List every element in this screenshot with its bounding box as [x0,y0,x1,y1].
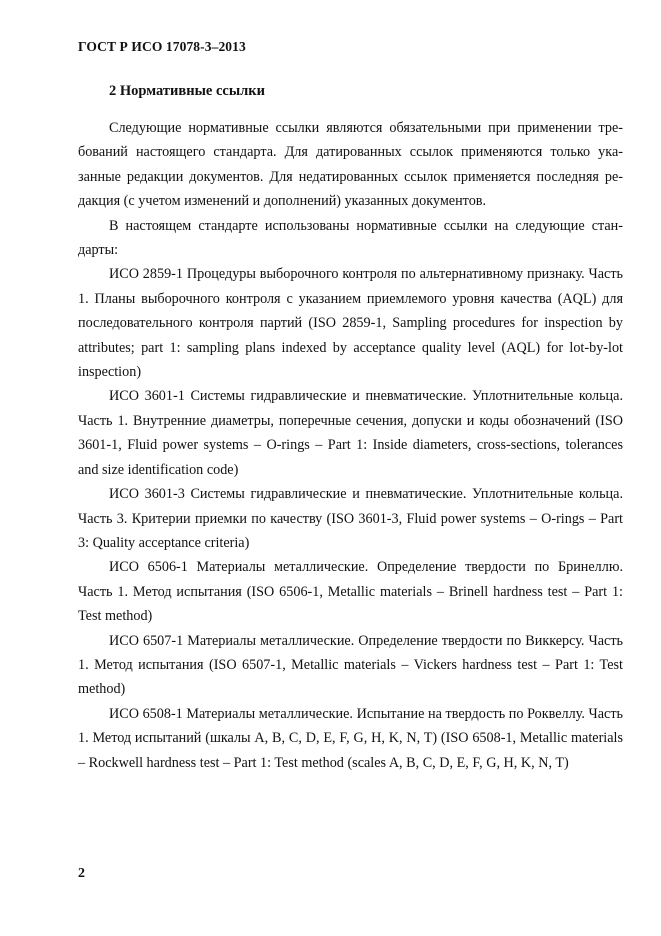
document-header: ГОСТ Р ИСО 17078-3–2013 [78,39,246,54]
standards-list-intro: В настоящем стандарте использованы нормативные ссылки на следующие стандарты: [78,217,623,259]
reference-iso-6507-1: ИСО 6507-1 Материалы металлические. Определение твердости по Виккерсу. Часть 1. Метод испытания (ISO 6507-1, Metallic materials – Vickers hardness test – Part 1: Test method) [78,632,623,698]
reference-iso-6508-1: ИСО 6508-1 Материалы металлические. Испытание на твердость по Роквеллу. Часть 1. Метод испытаний (шкалы A, B, C, D, E, F, G, H, K, N, T) (ISO 6508-1, Metallic materials – Rockwell hardness test – Part 1: Test method (scales A, B, C, D, E, F, G, H, K, N, T) [78,705,623,771]
reference-iso-3601-1: ИСО 3601-1 Системы гидравлические и пневматические. Уплотнительные кольца. Часть 1. Внутренние диаметры, поперечные сечения, допуски и коды обозначений (ISO 3601-1, Fluid power systems – O-rings – Part 1: Inside diameters, cross-sections, tolerances and size identification code) [78,388,623,478]
reference-iso-6506-1: ИСО 6506-1 Материалы металлические. Определение твердости по Бринеллю. Часть 1. Метод испытания (ISO 6506-1, Metallic materials – Brinell hardness test – Part 1: Test method) [78,559,623,625]
section-title: 2 Нормативные ссылки [109,83,265,100]
reference-iso-3601-3: ИСО 3601-3 Системы гидравлические и пневматические. Уплотнительные кольца. Часть 3. Критерии приемки по качеству (ISO 3601-3, Fluid power systems – O-rings – Part 3: Quality acceptance criteria) [78,486,623,551]
document-body [78,116,623,775]
reference-iso-2859-1: ИСО 2859-1 Процедуры выборочного контроля по альтернативному признаку. Часть 1. Планы выборочного контроля с указанием приемлемого уровня качества (AQL) для последовательного контроля партий (ISO 2859-1, Sampling procedures for inspection by attributes; part 1: sampling plans indexed by acceptance quality level (AQL) for lot-by-lot inspection) [78,266,623,381]
intro-paragraph: Следующие нормативные ссылки являются обязательными при применении требований настоящего стандарта. Для датированных ссылок применяются только указанные редакции документов. Для недатированных ссылок применяется последняя редакция (с учетом изменений и дополнений) указанных документов. [78,120,623,210]
page-number: 2 [78,866,85,881]
